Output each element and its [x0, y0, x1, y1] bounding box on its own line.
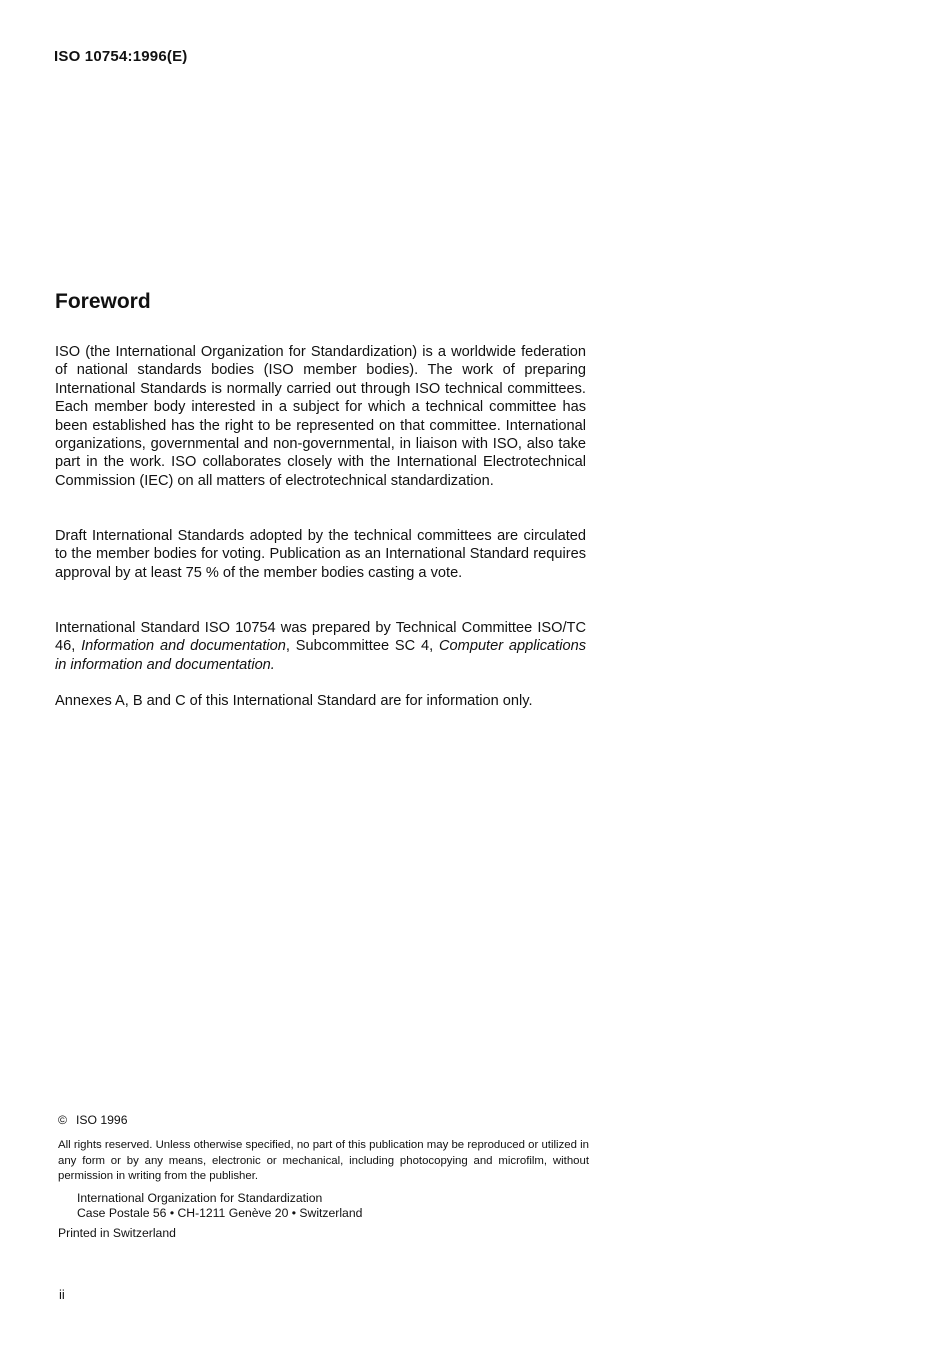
page-number: ii — [59, 1287, 65, 1302]
foreword-paragraph-2: Draft International Standards adopted by the technical committees are circulated to the member bodies for voting. Publication as an International Standard requires approval by at least 75 % of the member bodies casting a vote. — [55, 528, 586, 581]
printed-in: Printed in Switzerland — [58, 1226, 176, 1241]
copyright-symbol: © — [58, 1113, 67, 1127]
foreword-paragraph-1: ISO (the International Organization for Standardization) is a worldwide federation of national standards bodies (ISO member bodies). The work of preparing International Standards is normally carried out through ISO technical committees. Each member body interested in a subject for which a technical committee has been established has the right to be represented on that committee. International organizations, governmental and non-governmental, in liaison with ISO, also take part in the work. ISO collaborates closely with the International Electrotechnical Commission (IEC) on all matters of electrotechnical standardization. — [55, 344, 586, 489]
copyright-notice — [58, 1113, 589, 1128]
copyright-year: ISO 1996 — [75, 1113, 128, 1127]
p3-text-c: , Subcommittee SC 4, — [285, 638, 440, 655]
rights-statement: All rights reserved. Unless otherwise specified, no part of this publication may be reproduced or utilized in any form or by any means, electronic or mechanical, including photocopying and microfilm, without permission in writing from the publisher. — [58, 1139, 589, 1183]
foreword-paragraph-4: Annexes A, B and C of this International Standard are for information only. — [55, 693, 533, 709]
p3-text-a: International Standard ISO 10754 was prepared by Technical Committee ISO/TC 46, — [55, 620, 586, 655]
copyright-block — [58, 1113, 589, 1242]
p3-committee-title: Information and documentation — [81, 638, 286, 655]
p3-subcommittee-title: Computer applications in information and documentation. — [55, 638, 586, 673]
publisher-name: International Organization for Standardization — [77, 1190, 323, 1205]
publisher-address: Case Postale 56 • CH-1211 Genève 20 • Switzerland — [77, 1206, 363, 1221]
foreword-paragraph-3 — [55, 619, 586, 674]
foreword-title: Foreword — [55, 290, 151, 313]
document-id: ISO 10754:1996(E) — [54, 48, 188, 65]
